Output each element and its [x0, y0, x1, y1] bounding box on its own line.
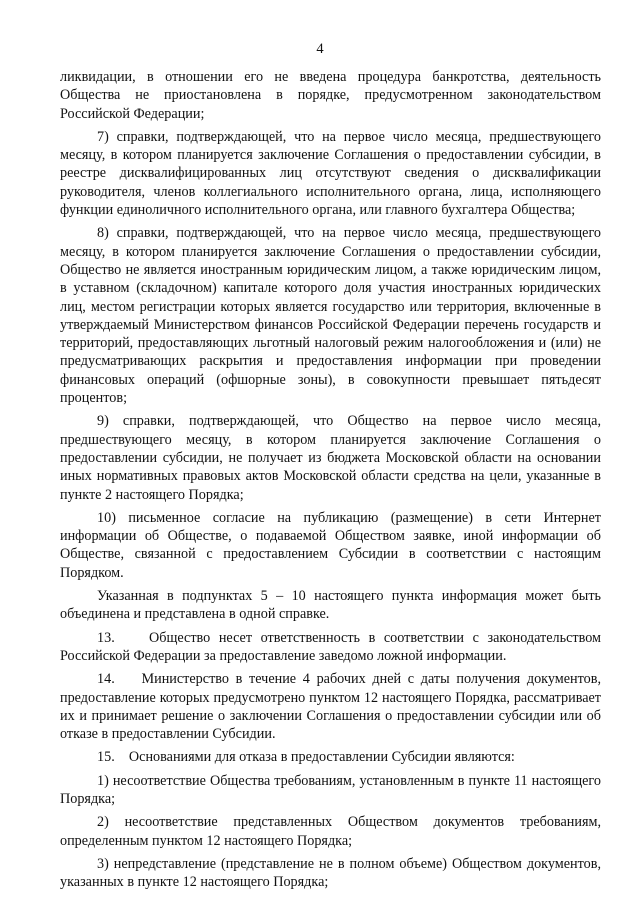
paragraph-combined-info: Указанная в подпунктах 5 – 10 настоящего пункта информация может быть объединена и представлена в одной справке. — [60, 588, 601, 623]
paragraph-refusal-3: 3) непредставление (представление не в полном объеме) Обществом документов, указанных в пункте 12 настоящего Порядка; — [60, 855, 601, 891]
paragraph-section-15: 15. Основаниями для отказа в предоставлении Субсидии являются: — [97, 749, 515, 766]
paragraph-item-7: 7) справки, подтверждающей, что на первое число месяца, предшествующего месяцу, в котором планируется заключение Соглашения о предоставлении субсидии, в реестре дисквалифицированных лиц отсутствуют сведения о дисквалификации руководителя, членов коллегиального исполнительного органа, лица, исполняющего функции единоличного исполнительного органа, или главного бухгалтера Общества; — [60, 128, 601, 219]
paragraph-item-8: 8) справки, подтверждающей, что на первое число месяца, предшествующего месяцу, в котором планируется заключение Соглашения о предоставлении субсидии, Общество не является иностранным юридическим лицом, а также юридическим лицом, в уставном (складочном) капитале которого доля участия иностранных юридических лиц, местом регистрации которых является государство или территория, включенные в утверждаемый Министерством финансов Российской Федерации перечень государств и территорий, предоставляющих льготный налоговый режим налогообложения и (или) не предусматривающих раскрытия и предоставления информации при проведении финансовых операций (офшорные зоны), в совокупности превышает пятьдесят процентов; — [60, 225, 601, 407]
page-number: 4 — [316, 41, 324, 57]
paragraph-refusal-2: 2) несоответствие представленных Обществом документов требованиям, определенным пунктом 12 настоящего Порядка; — [60, 814, 601, 849]
paragraph-refusal-1: 1) несоответствие Общества требованиям, установленным в пункте 11 настоящего Порядка; — [60, 772, 601, 807]
paragraph-section-13: 13. Общество несет ответственность в соответствии с законодательством Российской Федерации за предоставление заведомо ложной информации. — [60, 629, 601, 664]
paragraph-item-9: 9) справки, подтверждающей, что Общество на первое число месяца, предшествующего месяцу, в котором планируется заключение Соглашения о предоставлении субсидии, не получает из бюджета Московской области на основании иных нормативных правовых актов Московской области средства на цели, указанные в пункте 2 настоящего Порядка; — [60, 413, 601, 503]
document-body — [60, 68, 601, 895]
paragraph-section-14: 14. Министерство в течение 4 рабочих дней с даты получения документов, предоставление которых предусмотрено пунктом 12 настоящего Порядка, рассматривает их и принимает решение о заключении Соглашения о предоставлении субсидии или об отказе в предоставлении Субсидии. — [60, 671, 601, 743]
paragraph-item-10: 10) письменное согласие на публикацию (размещение) в сети Интернет информации об Обществе, о подаваемой Обществом заявке, иной информации об Обществе, связанной с предоставлением Субсидии в соответствии с настоящим Порядком. — [60, 509, 601, 581]
paragraph-continuation: ликвидации, в отношении его не введена процедура банкротства, деятельность Общества не приостановлена в порядке, предусмотренном законодательством Российской Федерации; — [60, 69, 601, 122]
